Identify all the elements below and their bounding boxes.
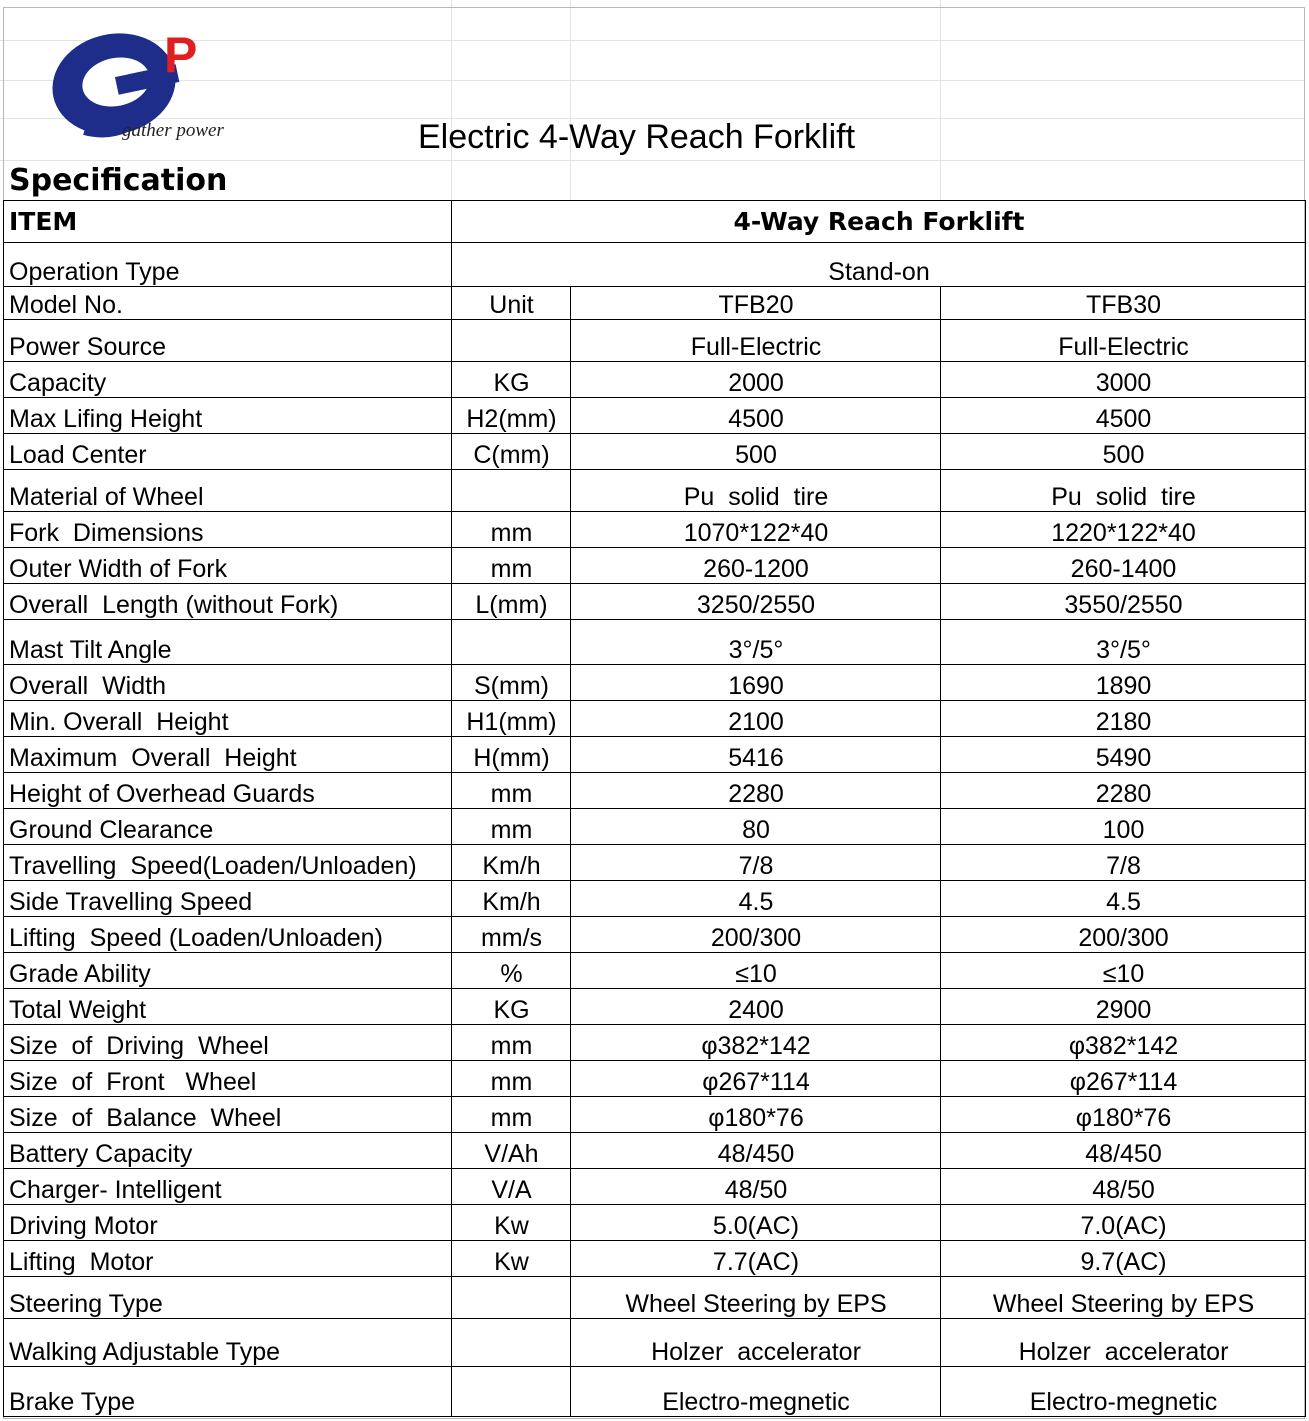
spec-label: Lifting Speed (Loaden/Unloaden): [4, 917, 452, 953]
spec-value-tfb20: 7/8: [571, 845, 941, 881]
spec-unit: [452, 620, 571, 665]
table-row: [4, 881, 1306, 917]
spec-value-tfb30: 200/300: [941, 917, 1306, 953]
spec-value-tfb30: Full-Electric: [941, 320, 1306, 362]
spec-value-tfb20: φ382*142: [571, 1025, 941, 1061]
spec-label: Size of Balance Wheel: [4, 1097, 452, 1133]
spec-unit: V/Ah: [452, 1133, 571, 1169]
item-header: ITEM: [4, 201, 452, 243]
spec-value-tfb20: Wheel Steering by EPS: [571, 1277, 941, 1319]
table-row: [4, 398, 1306, 434]
spec-value-tfb20: 2000: [571, 362, 941, 398]
spec-unit: mm: [452, 512, 571, 548]
spec-value-tfb30: Holzer accelerator: [941, 1319, 1306, 1367]
spec-value-tfb20: 500: [571, 434, 941, 470]
spec-value-tfb30: φ267*114: [941, 1061, 1306, 1097]
spec-unit: H2(mm): [452, 398, 571, 434]
spec-value-tfb20: ≤10: [571, 953, 941, 989]
operation-type-value: Stand-on: [452, 243, 1306, 287]
operation-type-row: [4, 243, 1306, 287]
logo-tagline: gather power: [122, 120, 224, 141]
table-row: [4, 1277, 1306, 1319]
spec-unit: Kw: [452, 1205, 571, 1241]
spec-unit: mm: [452, 1025, 571, 1061]
spec-label: Size of Driving Wheel: [4, 1025, 452, 1061]
spec-unit: %: [452, 953, 571, 989]
spec-label: Size of Front Wheel: [4, 1061, 452, 1097]
page-title: Electric 4-Way Reach Forklift: [418, 118, 856, 156]
spec-value-tfb20: 48/450: [571, 1133, 941, 1169]
table-row: [4, 701, 1306, 737]
spec-unit: [452, 1277, 571, 1319]
table-row: [4, 989, 1306, 1025]
spec-unit: mm: [452, 1061, 571, 1097]
table-row: [4, 584, 1306, 620]
spec-unit: [452, 470, 571, 512]
model-label: Model No.: [4, 287, 452, 320]
table-row: [4, 362, 1306, 398]
model-row: [4, 287, 1306, 320]
spec-label: Steering Type: [4, 1277, 452, 1319]
spec-value-tfb30: 100: [941, 809, 1306, 845]
table-row: [4, 809, 1306, 845]
spec-value-tfb30: 48/50: [941, 1169, 1306, 1205]
spec-value-tfb20: Electro-megnetic: [571, 1367, 941, 1417]
table-row: [4, 434, 1306, 470]
spec-label: Overall Width: [4, 665, 452, 701]
spec-value-tfb20: 5.0(AC): [571, 1205, 941, 1241]
spec-value-tfb20: Pu solid tire: [571, 470, 941, 512]
spec-value-tfb30: 1220*122*40: [941, 512, 1306, 548]
spec-value-tfb30: 9.7(AC): [941, 1241, 1306, 1277]
spec-label: Travelling Speed(Loaden/Unloaden): [4, 845, 452, 881]
spec-value-tfb30: 4500: [941, 398, 1306, 434]
spec-unit: L(mm): [452, 584, 571, 620]
table-row: [4, 620, 1306, 665]
table-row: [4, 1061, 1306, 1097]
spec-value-tfb20: 4.5: [571, 881, 941, 917]
spec-value-tfb30: Wheel Steering by EPS: [941, 1277, 1306, 1319]
table-row: [4, 1205, 1306, 1241]
spec-value-tfb20: 1070*122*40: [571, 512, 941, 548]
spec-value-tfb30: 5490: [941, 737, 1306, 773]
model-tfb30: TFB30: [941, 287, 1306, 320]
spec-unit: Km/h: [452, 845, 571, 881]
spec-value-tfb30: φ382*142: [941, 1025, 1306, 1061]
spec-value-tfb30: 2900: [941, 989, 1306, 1025]
spec-value-tfb30: ≤10: [941, 953, 1306, 989]
table-row: [4, 1319, 1306, 1367]
spec-value-tfb20: 4500: [571, 398, 941, 434]
spec-unit: Km/h: [452, 881, 571, 917]
spec-label: Outer Width of Fork: [4, 548, 452, 584]
spec-label: Side Travelling Speed: [4, 881, 452, 917]
spec-label: Total Weight: [4, 989, 452, 1025]
section-heading: Specification: [9, 163, 228, 198]
spec-value-tfb30: 48/450: [941, 1133, 1306, 1169]
spec-value-tfb20: 2280: [571, 773, 941, 809]
spec-label: Capacity: [4, 362, 452, 398]
spec-unit: mm/s: [452, 917, 571, 953]
operation-type-label: Operation Type: [4, 243, 452, 287]
spec-unit: mm: [452, 548, 571, 584]
unit-header: Unit: [452, 287, 571, 320]
table-row: [4, 548, 1306, 584]
gridline: [451, 0, 452, 200]
spec-table: [3, 200, 1306, 1417]
gridline: [940, 0, 941, 200]
spec-value-tfb20: 80: [571, 809, 941, 845]
spec-unit: mm: [452, 1097, 571, 1133]
spec-unit: H1(mm): [452, 701, 571, 737]
spec-label: Fork Dimensions: [4, 512, 452, 548]
spec-value-tfb30: 3550/2550: [941, 584, 1306, 620]
spec-value-tfb30: 4.5: [941, 881, 1306, 917]
spec-unit: C(mm): [452, 434, 571, 470]
spec-value-tfb30: 7.0(AC): [941, 1205, 1306, 1241]
table-row: [4, 737, 1306, 773]
table-row: [4, 1241, 1306, 1277]
spec-value-tfb30: 3°/5°: [941, 620, 1306, 665]
gridline: [570, 0, 571, 200]
table-row: [4, 1097, 1306, 1133]
table-row: [4, 1169, 1306, 1205]
spec-label: Lifting Motor: [4, 1241, 452, 1277]
spec-value-tfb20: 7.7(AC): [571, 1241, 941, 1277]
spec-value-tfb20: 2100: [571, 701, 941, 737]
spec-label: Driving Motor: [4, 1205, 452, 1241]
spec-label: Maximum Overall Height: [4, 737, 452, 773]
spec-value-tfb30: 500: [941, 434, 1306, 470]
table-row: [4, 470, 1306, 512]
table-row: [4, 773, 1306, 809]
spec-value-tfb20: 1690: [571, 665, 941, 701]
spec-label: Mast Tilt Angle: [4, 620, 452, 665]
spec-value-tfb20: φ267*114: [571, 1061, 941, 1097]
spec-unit: KG: [452, 362, 571, 398]
spec-unit: [452, 1319, 571, 1367]
spec-value-tfb20: φ180*76: [571, 1097, 941, 1133]
spec-value-tfb20: Holzer accelerator: [571, 1319, 941, 1367]
table-header-row: [4, 201, 1306, 243]
spec-label: Max Lifing Height: [4, 398, 452, 434]
spec-value-tfb20: Full-Electric: [571, 320, 941, 362]
table-row: [4, 953, 1306, 989]
spec-label: Grade Ability: [4, 953, 452, 989]
table-row: [4, 1133, 1306, 1169]
spec-label: Charger- Intelligent: [4, 1169, 452, 1205]
table-row: [4, 665, 1306, 701]
spec-label: Load Center: [4, 434, 452, 470]
spec-unit: mm: [452, 809, 571, 845]
spec-label: Height of Overhead Guards: [4, 773, 452, 809]
spec-label: Ground Clearance: [4, 809, 452, 845]
spec-value-tfb30: φ180*76: [941, 1097, 1306, 1133]
spec-value-tfb20: 2400: [571, 989, 941, 1025]
spec-unit: KG: [452, 989, 571, 1025]
product-header: 4-Way Reach Forklift: [452, 201, 1306, 243]
spec-unit: [452, 1367, 571, 1417]
spec-label: Walking Adjustable Type: [4, 1319, 452, 1367]
spec-unit: mm: [452, 773, 571, 809]
spec-value-tfb30: 260-1400: [941, 548, 1306, 584]
spec-value-tfb30: 3000: [941, 362, 1306, 398]
spec-value-tfb30: 7/8: [941, 845, 1306, 881]
spec-label: Brake Type: [4, 1367, 452, 1417]
spec-value-tfb20: 260-1200: [571, 548, 941, 584]
gridline: [0, 160, 1305, 161]
spec-value-tfb20: 3250/2550: [571, 584, 941, 620]
spec-label: Power Source: [4, 320, 452, 362]
table-row: [4, 512, 1306, 548]
spec-value-tfb20: 200/300: [571, 917, 941, 953]
spec-label: Overall Length (without Fork): [4, 584, 452, 620]
table-row: [4, 845, 1306, 881]
svg-text:P: P: [164, 27, 198, 83]
spec-value-tfb30: Electro-megnetic: [941, 1367, 1306, 1417]
spec-value-tfb30: 1890: [941, 665, 1306, 701]
table-row: [4, 320, 1306, 362]
spec-value-tfb30: 2180: [941, 701, 1306, 737]
spec-value-tfb20: 48/50: [571, 1169, 941, 1205]
spec-unit: [452, 320, 571, 362]
table-row: [4, 917, 1306, 953]
spec-value-tfb30: Pu solid tire: [941, 470, 1306, 512]
model-tfb20: TFB20: [571, 287, 941, 320]
table-row: [4, 1025, 1306, 1061]
spec-label: Min. Overall Height: [4, 701, 452, 737]
spec-unit: S(mm): [452, 665, 571, 701]
spec-value-tfb20: 5416: [571, 737, 941, 773]
spec-unit: V/A: [452, 1169, 571, 1205]
table-row: [4, 1367, 1306, 1417]
spec-unit: Kw: [452, 1241, 571, 1277]
spec-unit: H(mm): [452, 737, 571, 773]
gather-power-logo: [44, 22, 244, 147]
spec-label: Material of Wheel: [4, 470, 452, 512]
spec-value-tfb20: 3°/5°: [571, 620, 941, 665]
spec-label: Battery Capacity: [4, 1133, 452, 1169]
spec-value-tfb30: 2280: [941, 773, 1306, 809]
